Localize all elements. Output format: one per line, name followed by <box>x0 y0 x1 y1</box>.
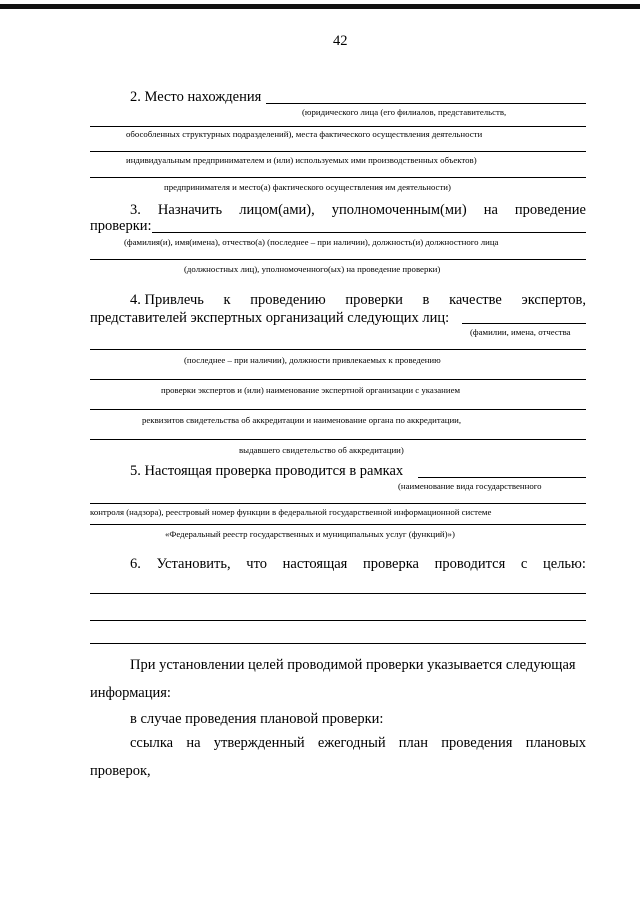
fill-line <box>90 439 586 440</box>
fill-line <box>90 620 586 621</box>
paragraph-2: в случае проведения плановой проверки: <box>130 711 384 727</box>
fill-line <box>90 259 586 260</box>
section-4-line-1: 4. Привлечь к проведению проверки в качестве экспертов, <box>130 292 586 308</box>
caption: обособленных структурных подразделений), места фактического осуществления деятельности <box>126 129 483 139</box>
fill-line <box>418 477 586 478</box>
caption: (должностных лиц), уполномоченного(ых) на проведение проверки) <box>184 264 441 274</box>
caption: выдавшего свидетельство об аккредитации) <box>239 445 404 455</box>
fill-line <box>90 643 586 644</box>
section-2-heading: 2. Место нахождения <box>130 89 262 105</box>
section-4-line-2: представителей экспертных организаций следующих лиц: <box>90 310 450 326</box>
caption: (наименование вида государственного <box>398 481 542 491</box>
paragraph-1-line-2: информация: <box>90 685 171 701</box>
section-3-line-1: 3. Назначить лицом(ами), уполномоченным(ми) на проведение <box>130 202 586 218</box>
caption: (юридического лица (его филиалов, представительств, <box>302 107 507 117</box>
caption: проверки экспертов и (или) наименование экспертной организации с указанием <box>161 385 461 395</box>
caption: (фамилии, имена, отчества <box>470 327 571 337</box>
fill-line <box>90 349 586 350</box>
paragraph-3-line-1: ссылка на утвержденный ежегодный план проведения плановых <box>130 735 586 751</box>
fill-line <box>90 177 586 178</box>
caption: «Федеральный реестр государственных и муниципальных услуг (функций)») <box>165 529 455 539</box>
fill-line <box>90 593 586 594</box>
fill-line <box>90 503 586 504</box>
page-number: 42 <box>333 33 348 49</box>
fill-line <box>90 409 586 410</box>
top-border-line <box>0 4 640 9</box>
caption: предпринимателя и место(а) фактического осуществления им деятельности) <box>164 182 451 192</box>
fill-line <box>90 379 586 380</box>
fill-line <box>462 323 586 324</box>
fill-line <box>266 103 586 104</box>
caption: контроля (надзора), реестровый номер функции в федеральной государственной информационной системе <box>90 507 492 517</box>
fill-line <box>90 524 586 525</box>
section-5-heading: 5. Настоящая проверка проводится в рамках <box>130 463 404 479</box>
caption: (фамилия(и), имя(имена), отчество(а) (последнее – при наличии), должность(и) должностного лица <box>124 237 499 247</box>
paragraph-3-line-2: проверок, <box>90 763 151 779</box>
section-3-line-2: проверки: <box>90 218 152 234</box>
fill-line <box>90 151 586 152</box>
fill-line <box>152 232 586 233</box>
caption: реквизитов свидетельства об аккредитации и наименование органа по аккредитации, <box>142 415 462 425</box>
fill-line <box>90 126 586 127</box>
caption: индивидуальным предпринимателем и (или) используемых ими производственных объектов) <box>126 155 477 165</box>
paragraph-1-line-1: При установлении целей проводимой проверки указывается следующая <box>130 657 576 673</box>
caption: (последнее – при наличии), должности привлекаемых к проведению <box>184 355 441 365</box>
section-6-line-1: 6. Установить, что настоящая проверка проводится с целью: <box>130 556 586 572</box>
